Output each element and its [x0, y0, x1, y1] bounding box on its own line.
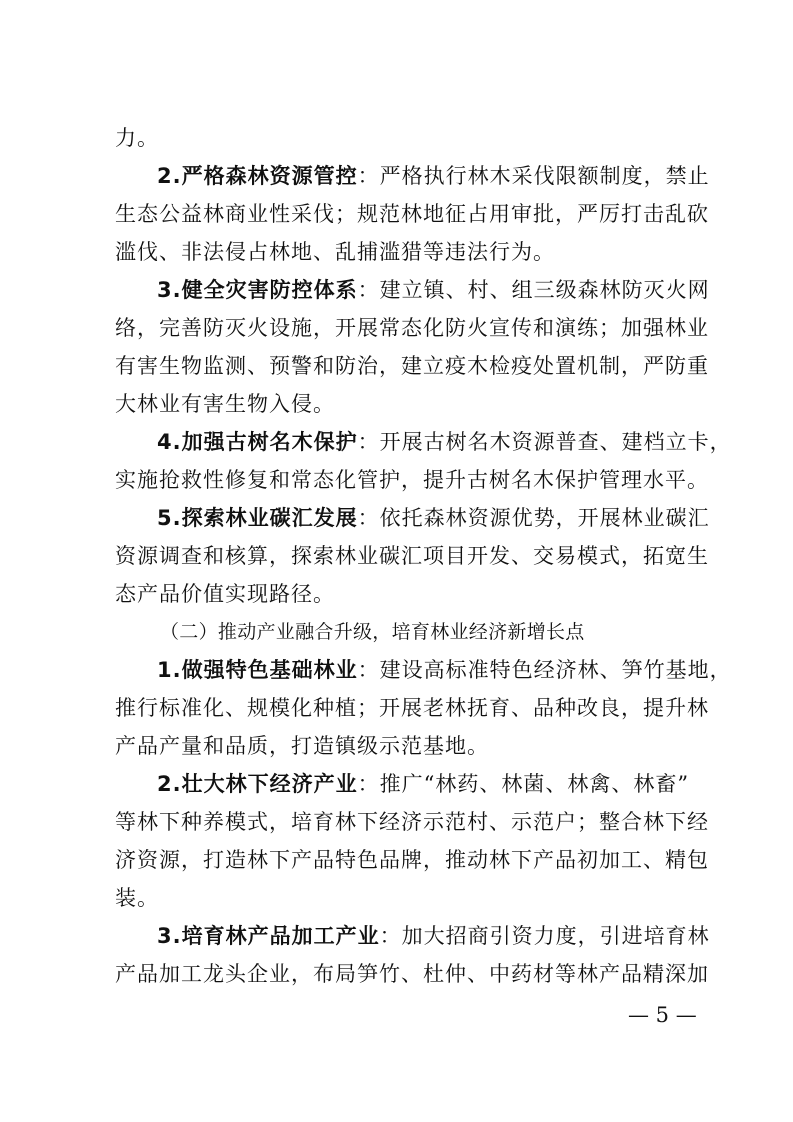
text-line: 有害生物监测、预警和防治，建立疫木检疫处置机制，严防重	[115, 354, 709, 378]
paragraph-heading-line	[157, 916, 710, 956]
text-line: 生态公益林商业性采伐；规范林地征占用审批，严厉打击乱砍	[115, 202, 709, 226]
item-text: ：开展古树名木资源普查、建档立卡，	[357, 430, 732, 454]
item-heading: 2.壮大林下经济产业	[157, 772, 358, 796]
item-text: ：加大招商引资力度，引进培育林	[379, 924, 710, 948]
text-line: 推行标准化、规模化种植；开展老林抚育、品种改良，提升林	[115, 696, 709, 720]
text-line: 产品产量和品质，打造镇级示范基地。	[115, 734, 489, 758]
text-line: 滥伐、非法侵占林地、乱捕滥猎等违法行为。	[115, 240, 555, 264]
text-line: 产品加工龙头企业，布局笋竹、杜仲、中药材等林产品精深加	[115, 962, 709, 986]
text-line: 态产品价值实现路径。	[115, 582, 335, 606]
paragraph-heading-line	[157, 422, 732, 462]
paragraph-heading-line	[157, 156, 710, 196]
paragraph-heading-line	[157, 270, 710, 310]
text-line: 络，完善防灭火设施，开展常态化防火宣传和演练；加强林业	[115, 316, 709, 340]
paragraph-heading-line	[157, 650, 732, 690]
item-heading: 2.严格森林资源管控	[157, 164, 358, 188]
item-heading: 3.健全灾害防控体系	[157, 278, 358, 302]
item-text: ：严格执行林木采伐限额制度，禁止	[357, 164, 710, 188]
item-text: ：建设高标准特色经济林、笋竹基地，	[357, 658, 732, 682]
paragraph-heading-line	[157, 764, 689, 804]
text-line: 等林下种养模式，培育林下经济示范村、示范户；整合林下经	[115, 810, 709, 834]
page-number: — 5 —	[628, 1003, 697, 1027]
item-text: ：建立镇、村、组三级森林防灭火网	[357, 278, 710, 302]
text-line: 装。	[115, 886, 159, 910]
text-line: 资源调查和核算，探索林业碳汇项目开发、交易模式，拓宽生	[115, 544, 709, 568]
item-heading: 1.做强特色基础林业	[157, 658, 358, 682]
item-heading: 3.培育林产品加工产业	[157, 924, 380, 948]
section-subheading: （二）推动产业融合升级，培育林业经济新增长点	[160, 621, 585, 643]
text-line: 大林业有害生物入侵。	[115, 392, 335, 416]
item-heading: 5.探索林业碳汇发展	[157, 506, 358, 530]
text-line: 力。	[115, 126, 159, 150]
paragraph-heading-line	[157, 498, 710, 538]
item-heading: 4.加强古树名木保护	[157, 430, 358, 454]
item-text: ：推广“林药、林菌、林禽、林畜”	[357, 772, 690, 796]
item-text: ：依托森林资源优势，开展林业碳汇	[357, 506, 710, 530]
text-line: 实施抢救性修复和常态化管护，提升古树名木保护管理水平。	[115, 468, 709, 492]
text-line: 济资源，打造林下产品特色品牌，推动林下产品初加工、精包	[115, 848, 709, 872]
